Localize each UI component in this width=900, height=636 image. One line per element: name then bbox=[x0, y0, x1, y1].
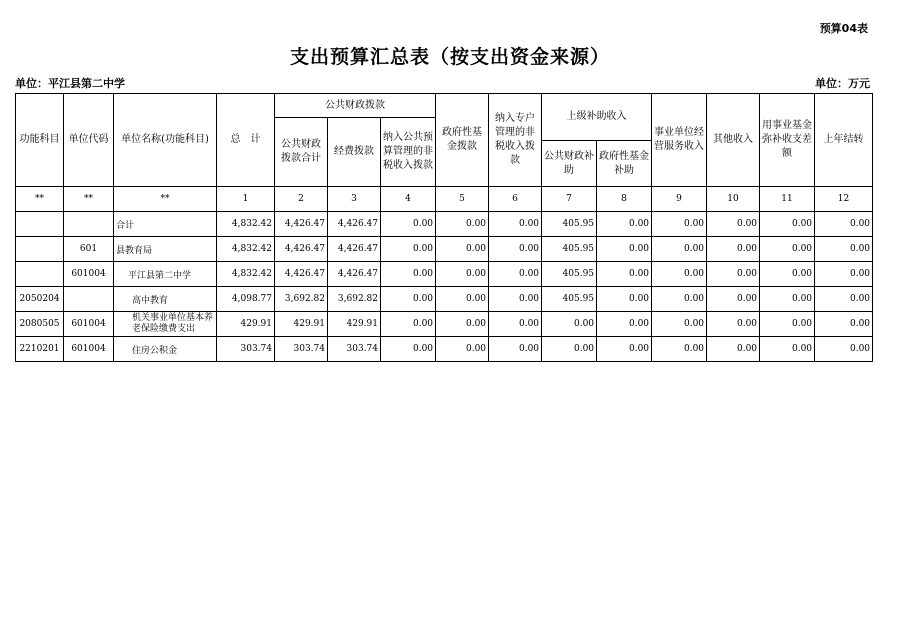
amount-cell: 0.00 bbox=[381, 287, 436, 312]
table-row bbox=[16, 237, 873, 262]
amount-cell: 0.00 bbox=[489, 262, 542, 287]
amount-cell: 303.74 bbox=[217, 337, 275, 362]
header-nontax-in-budget: 纳入公共预算管理的非税收入拨款 bbox=[381, 118, 436, 187]
amount-cell: 0.00 bbox=[436, 262, 489, 287]
column-index-cell: 5 bbox=[436, 187, 489, 212]
amount-cell: 405.95 bbox=[542, 262, 597, 287]
amount-cell: 0.00 bbox=[815, 262, 873, 287]
column-index-cell: 6 bbox=[489, 187, 542, 212]
amount-cell: 3,692.82 bbox=[328, 287, 381, 312]
func-subject-cell: 2210201 bbox=[16, 337, 64, 362]
amount-cell: 4,098.77 bbox=[217, 287, 275, 312]
amount-cell: 0.00 bbox=[597, 287, 652, 312]
amount-cell: 0.00 bbox=[652, 312, 707, 337]
table-row bbox=[16, 212, 873, 237]
header-other-income: 其他收入 bbox=[707, 94, 760, 187]
column-index-cell: 9 bbox=[652, 187, 707, 212]
amount-cell: 0.00 bbox=[489, 312, 542, 337]
column-index-cell: 10 bbox=[707, 187, 760, 212]
amount-cell: 0.00 bbox=[707, 262, 760, 287]
header-unit-code: 单位代码 bbox=[64, 94, 114, 187]
amount-cell: 0.00 bbox=[815, 287, 873, 312]
amount-cell: 0.00 bbox=[760, 337, 815, 362]
column-index-cell: 12 bbox=[815, 187, 873, 212]
amount-cell: 0.00 bbox=[489, 212, 542, 237]
amount-cell: 405.95 bbox=[542, 287, 597, 312]
amount-cell: 0.00 bbox=[381, 312, 436, 337]
unit-code-cell: 601004 bbox=[64, 262, 114, 287]
amount-cell: 0.00 bbox=[815, 237, 873, 262]
amount-cell: 0.00 bbox=[815, 312, 873, 337]
amount-cell: 0.00 bbox=[760, 312, 815, 337]
amount-cell: 0.00 bbox=[815, 212, 873, 237]
table-row bbox=[16, 312, 873, 337]
header-public-fiscal-group: 公共财政拨款 bbox=[275, 94, 436, 118]
amount-cell: 0.00 bbox=[436, 337, 489, 362]
amount-cell: 0.00 bbox=[760, 262, 815, 287]
func-subject-cell bbox=[16, 262, 64, 287]
amount-cell: 0.00 bbox=[597, 337, 652, 362]
amount-cell: 429.91 bbox=[217, 312, 275, 337]
amount-cell: 4,426.47 bbox=[328, 212, 381, 237]
amount-cell: 0.00 bbox=[542, 312, 597, 337]
column-index-cell: 2 bbox=[275, 187, 328, 212]
amount-cell: 303.74 bbox=[328, 337, 381, 362]
amount-cell: 0.00 bbox=[652, 337, 707, 362]
func-subject-cell bbox=[16, 212, 64, 237]
amount-cell: 0.00 bbox=[707, 287, 760, 312]
unit-code-cell: 601004 bbox=[64, 312, 114, 337]
amount-cell: 0.00 bbox=[652, 237, 707, 262]
column-index-row bbox=[16, 187, 873, 212]
amount-cell: 0.00 bbox=[489, 337, 542, 362]
amount-cell: 0.00 bbox=[707, 212, 760, 237]
amount-cell: 4,426.47 bbox=[275, 237, 328, 262]
amount-cell: 0.00 bbox=[707, 312, 760, 337]
amount-cell: 0.00 bbox=[760, 287, 815, 312]
amount-cell: 0.00 bbox=[760, 237, 815, 262]
header-func-subject: 功能科目 bbox=[16, 94, 64, 187]
unit-name-cell: 平江县第二中学 bbox=[114, 262, 217, 287]
amount-cell: 429.91 bbox=[328, 312, 381, 337]
header-carryover: 上年结转 bbox=[815, 94, 873, 187]
amount-cell: 0.00 bbox=[652, 212, 707, 237]
header-gov-fund: 政府性基金拨款 bbox=[436, 94, 489, 187]
amount-cell: 0.00 bbox=[381, 262, 436, 287]
amount-cell: 429.91 bbox=[275, 312, 328, 337]
header-special-nontax: 纳入专户管理的非税收入拨款 bbox=[489, 94, 542, 187]
func-subject-cell: 2050204 bbox=[16, 287, 64, 312]
amount-cell: 4,832.42 bbox=[217, 262, 275, 287]
amount-cell: 0.00 bbox=[652, 287, 707, 312]
table-row bbox=[16, 287, 873, 312]
header-business-income: 事业单位经营服务收入 bbox=[652, 94, 707, 187]
header-fund-make-up: 用事业基金弥补收支差额 bbox=[760, 94, 815, 187]
unit-name-cell: 高中教育 bbox=[114, 287, 217, 312]
column-index-cell: ** bbox=[114, 187, 217, 212]
func-subject-cell bbox=[16, 237, 64, 262]
amount-cell: 0.00 bbox=[381, 212, 436, 237]
column-index-cell: 3 bbox=[328, 187, 381, 212]
unit-code-cell: 601 bbox=[64, 237, 114, 262]
table-row bbox=[16, 337, 873, 362]
unit-name-cell: 机关事业单位基本养老保险缴费支出 bbox=[114, 312, 217, 337]
amount-cell: 0.00 bbox=[489, 237, 542, 262]
column-index-cell: 7 bbox=[542, 187, 597, 212]
table-row bbox=[16, 262, 873, 287]
amount-cell: 0.00 bbox=[707, 237, 760, 262]
amount-cell: 0.00 bbox=[597, 262, 652, 287]
budget-table bbox=[15, 93, 873, 362]
amount-cell: 0.00 bbox=[707, 337, 760, 362]
amount-cell: 0.00 bbox=[489, 287, 542, 312]
amount-cell: 405.95 bbox=[542, 237, 597, 262]
amount-cell: 4,426.47 bbox=[328, 237, 381, 262]
amount-cell: 0.00 bbox=[542, 337, 597, 362]
unit-code-cell bbox=[64, 287, 114, 312]
unit-name-label: 单位：平江县第二中学 bbox=[15, 77, 125, 90]
column-index-cell: 1 bbox=[217, 187, 275, 212]
unit-name-cell: 合计 bbox=[114, 212, 217, 237]
header-superior-gov-fund: 政府性基金补助 bbox=[597, 141, 652, 187]
amount-cell: 0.00 bbox=[436, 312, 489, 337]
unit-name-cell: 县教育局 bbox=[114, 237, 217, 262]
amount-cell: 0.00 bbox=[815, 337, 873, 362]
amount-cell: 0.00 bbox=[760, 212, 815, 237]
amount-cell: 0.00 bbox=[597, 212, 652, 237]
amount-cell: 3,692.82 bbox=[275, 287, 328, 312]
unit-code-cell bbox=[64, 212, 114, 237]
column-index-cell: ** bbox=[64, 187, 114, 212]
amount-cell: 4,832.42 bbox=[217, 237, 275, 262]
amount-cell: 4,832.42 bbox=[217, 212, 275, 237]
header-unit-name: 单位名称(功能科目) bbox=[114, 94, 217, 187]
column-index-cell: 4 bbox=[381, 187, 436, 212]
header-operating-funds: 经费拨款 bbox=[328, 118, 381, 187]
column-index-cell: 8 bbox=[597, 187, 652, 212]
amount-cell: 4,426.47 bbox=[275, 262, 328, 287]
header-superior-public-fiscal: 公共财政补助 bbox=[542, 141, 597, 187]
header-total: 总 计 bbox=[217, 94, 275, 187]
amount-cell: 303.74 bbox=[275, 337, 328, 362]
amount-cell: 0.00 bbox=[652, 262, 707, 287]
amount-cell: 0.00 bbox=[436, 237, 489, 262]
unit-code-cell: 601004 bbox=[64, 337, 114, 362]
form-number: 预算04表 bbox=[819, 22, 868, 35]
header-public-fiscal-total: 公共财政拨款合计 bbox=[275, 118, 328, 187]
column-index-cell: 11 bbox=[760, 187, 815, 212]
amount-cell: 0.00 bbox=[597, 312, 652, 337]
amount-cell: 0.00 bbox=[436, 212, 489, 237]
amount-cell: 4,426.47 bbox=[328, 262, 381, 287]
column-index-cell: ** bbox=[16, 187, 64, 212]
amount-cell: 405.95 bbox=[542, 212, 597, 237]
unit-name-cell: 住房公积金 bbox=[114, 337, 217, 362]
amount-cell: 0.00 bbox=[436, 287, 489, 312]
amount-cell: 4,426.47 bbox=[275, 212, 328, 237]
currency-unit-label: 单位：万元 bbox=[815, 77, 870, 90]
func-subject-cell: 2080505 bbox=[16, 312, 64, 337]
amount-cell: 0.00 bbox=[597, 237, 652, 262]
amount-cell: 0.00 bbox=[381, 337, 436, 362]
page-title: 支出预算汇总表（按支出资金来源） bbox=[289, 46, 610, 68]
amount-cell: 0.00 bbox=[381, 237, 436, 262]
header-superior-subsidy-group: 上级补助收入 bbox=[542, 94, 652, 141]
